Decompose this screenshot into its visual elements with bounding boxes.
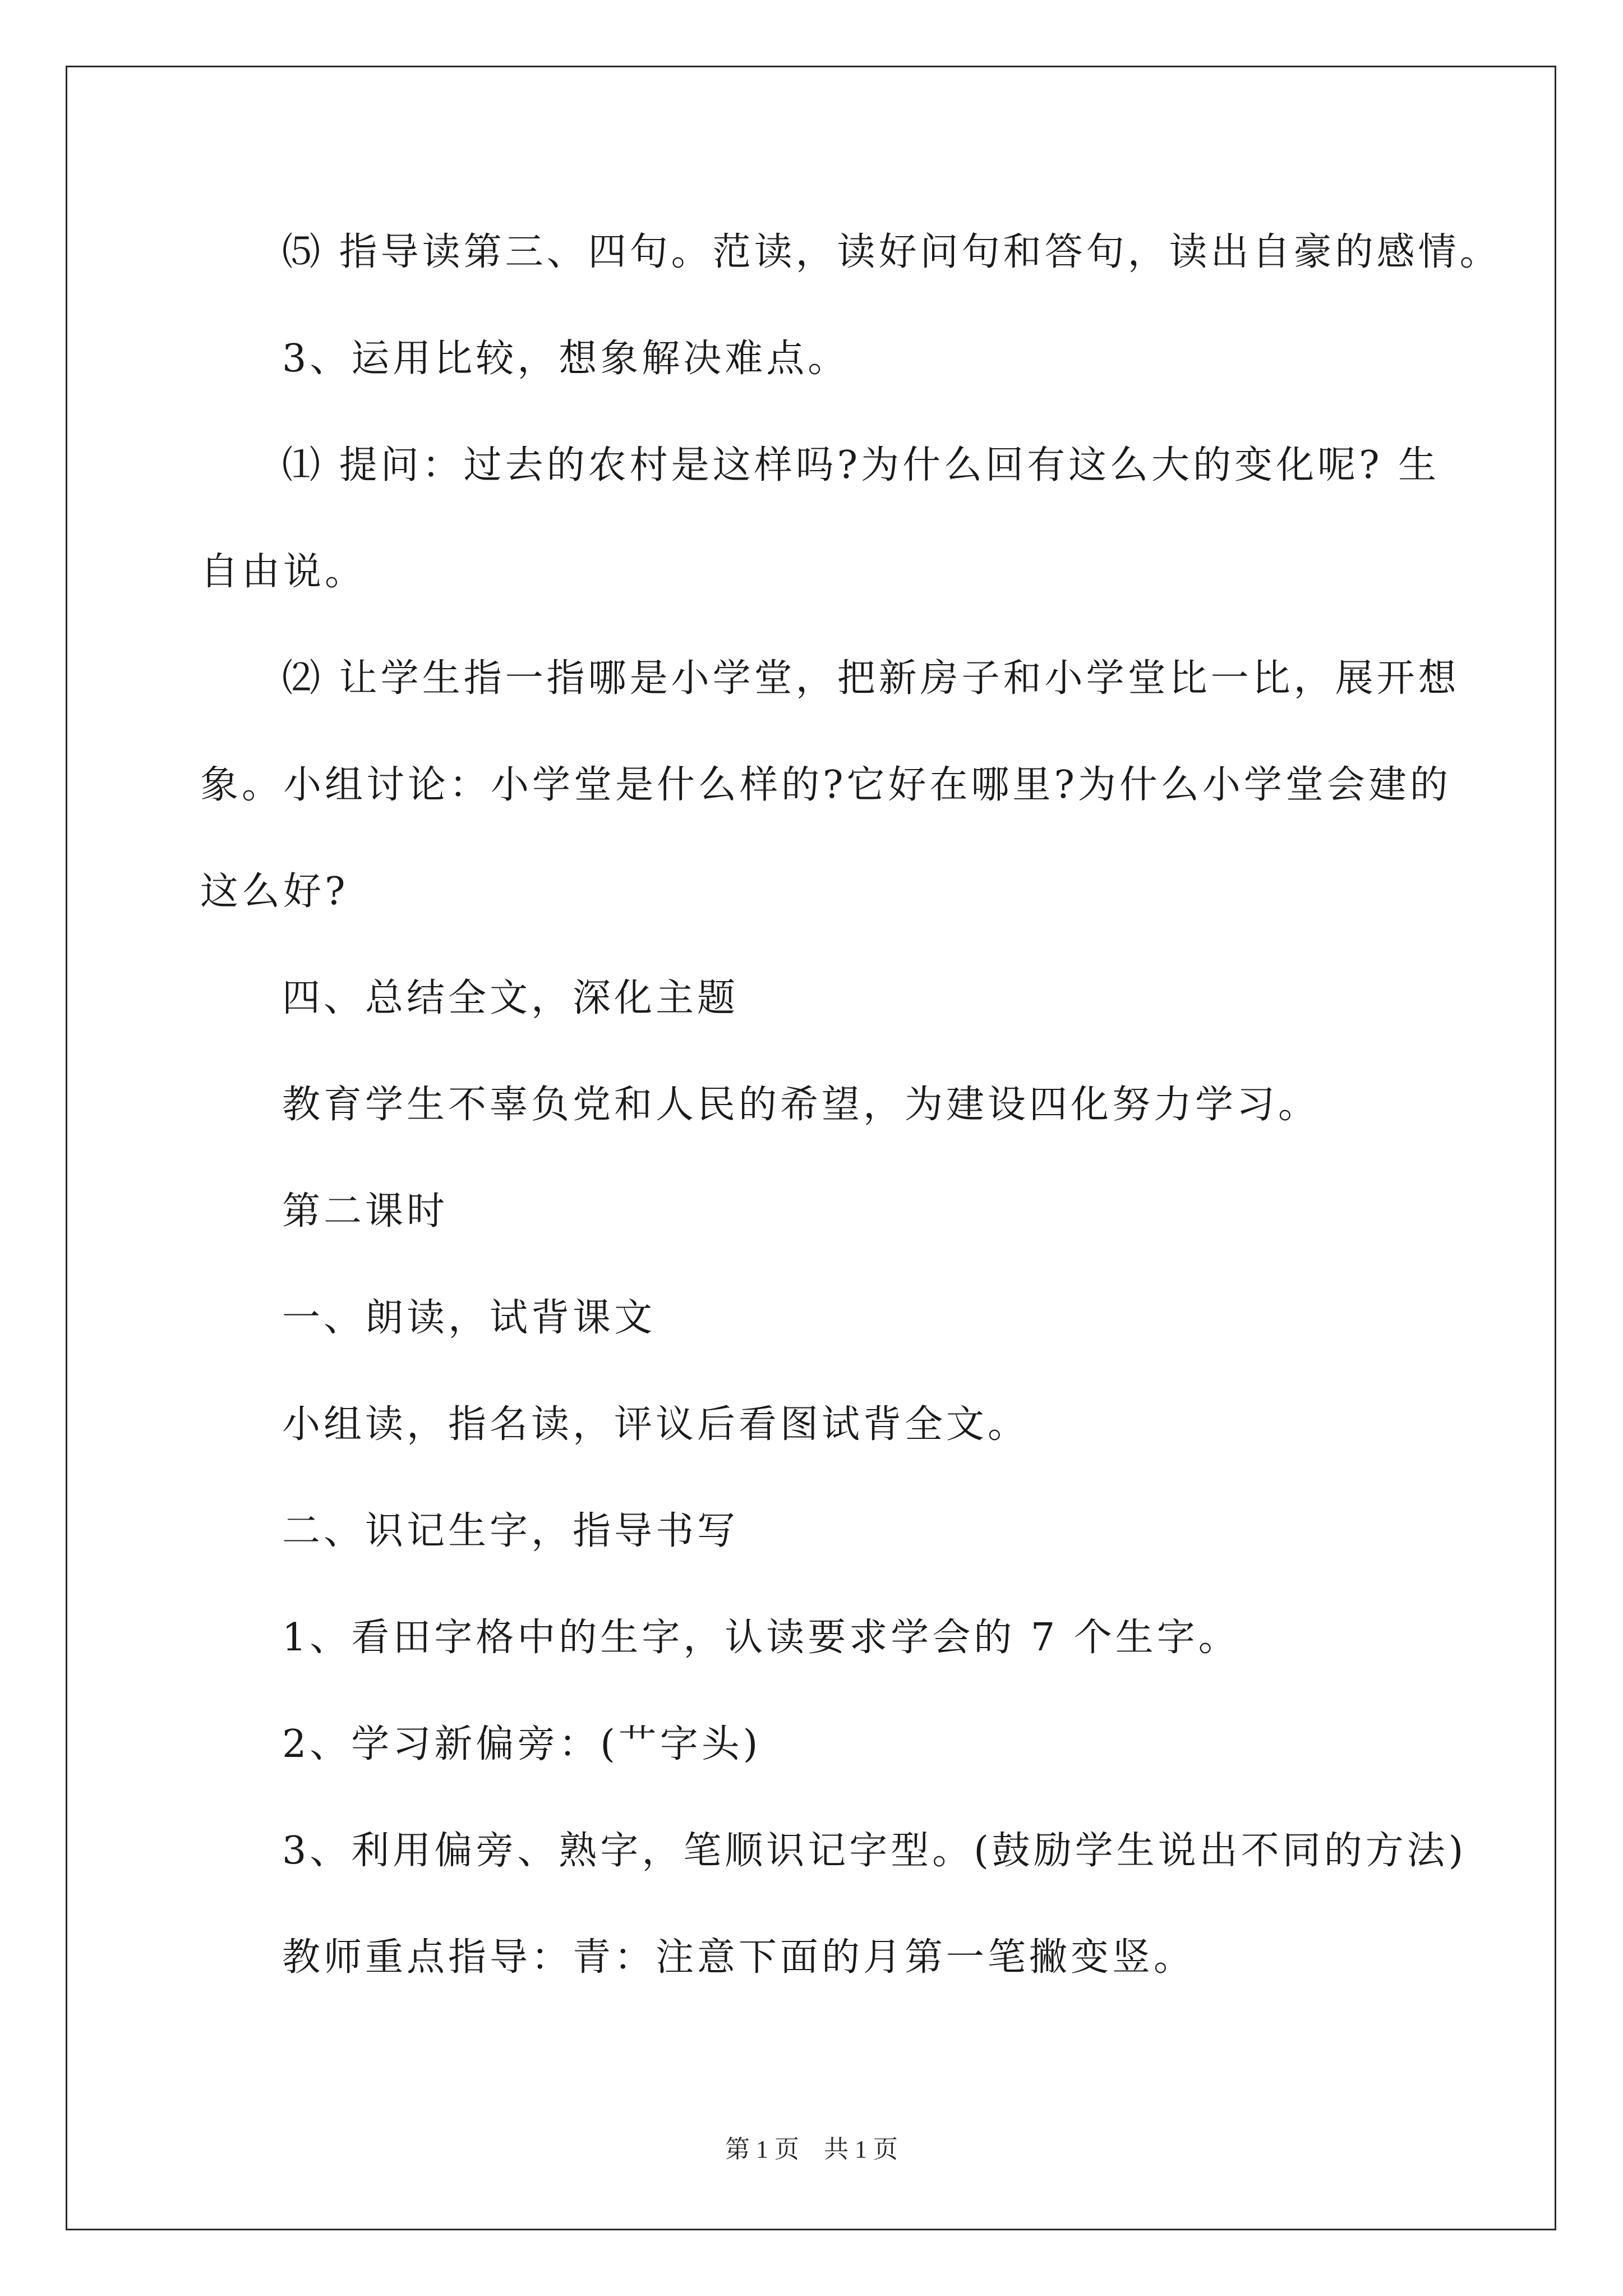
paragraph-line: 2、学习新偏旁：(艹字头) <box>282 1722 762 1766</box>
paragraph-line: ⑵ 让学生指一指哪是小学堂，把新房子和小学堂比一比，展开想 <box>282 656 1460 701</box>
paragraph-line: 这么好? <box>200 869 349 914</box>
paragraph-line: 象。小组讨论：小学堂是什么样的?它好在哪里?为什么小学堂会建的 <box>200 763 1451 807</box>
paragraph-line: ⑸ 指导读第三、四句。范读，读好问句和答句，读出自豪的感情。 <box>282 230 1501 274</box>
page-frame <box>66 66 1556 2230</box>
section-heading: 一、朗读，试背课文 <box>282 1296 656 1340</box>
paragraph-line: 小组读，指名读，评议后看图试背全文。 <box>282 1402 1030 1447</box>
paragraph-line: 教师重点指导：青：注意下面的月第一笔撇变竖。 <box>282 1935 1196 1980</box>
paragraph-line: ⑴ 提问：过去的农村是这样吗?为什么回有这么大的变化呢? 生 <box>282 443 1440 487</box>
paragraph-line: 3、利用偏旁、熟字，笔顺识记字型。(鼓励学生说出不同的方法) <box>282 1829 1467 1873</box>
page-number-footer: 第 1 页 共 1 页 <box>725 2136 898 2163</box>
paragraph-line: 自由说。 <box>200 550 367 594</box>
paragraph-line: 教育学生不辜负党和人民的希望，为建设四化努力学习。 <box>282 1083 1320 1127</box>
paragraph-line: 1、看田字格中的生字，认读要求学会的 7 个生字。 <box>282 1616 1240 1660</box>
section-heading: 第二课时 <box>282 1189 449 1234</box>
section-heading: 四、总结全文，深化主题 <box>282 976 739 1020</box>
section-heading: 二、识记生字，指导书写 <box>282 1509 739 1553</box>
paragraph-line: 3、运用比较，想象解决难点。 <box>282 337 850 381</box>
